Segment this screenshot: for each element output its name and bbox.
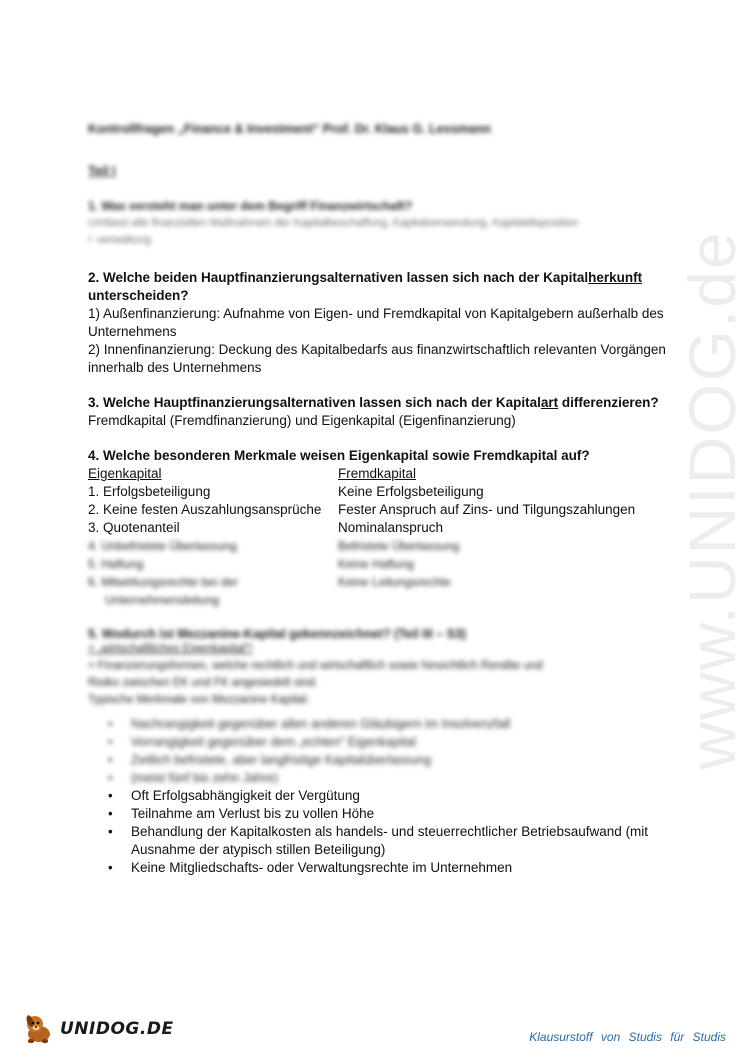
bullet-icon: • xyxy=(108,771,113,785)
table-cell-right: Keine Leitungsrechte xyxy=(338,575,451,589)
question-5-line-1: = „wirtschaftliches Eigenkapital“! xyxy=(88,643,253,655)
question-1-answer-line1: Umfasst alle finanziellen Maßnahmen der Kapitalbeschaffung, Kapitalverwendung, Kapitaldisposition xyxy=(88,217,579,229)
table-row-blurred xyxy=(88,555,688,573)
bullet-icon: • xyxy=(108,788,113,803)
table-row-blurred xyxy=(88,591,688,609)
question-1 xyxy=(88,199,678,249)
table-header-row xyxy=(88,465,688,483)
footer-tagline: Klausurstoff von Studis für Studis xyxy=(529,1030,726,1044)
question-2-answer-2: 2) Innenfinanzierung: Deckung des Kapitalbedarfs aus finanzwirtschaftlich relevanten Vorgängen innerhalb des Unternehmens xyxy=(88,342,666,375)
watermark: www.UNIDOG.de xyxy=(675,230,749,770)
list-item: • Behandlung der Kapitalkosten als handels- und steuerrechtlicher Betriebsaufwand (mit Ausnahme der atypisch stillen Beteiligung) xyxy=(108,824,649,857)
part-heading: Teil I xyxy=(88,164,116,178)
question-4-heading: 4. Welche besonderen Merkmale weisen Eigenkapital sowie Fremdkapital auf? xyxy=(88,448,590,463)
question-5-line-2: = Finanzierungsformen, welche rechtlich und wirtschaftlich sowie hinsichtlich Rendite und xyxy=(88,660,543,672)
table-cell-left: Unternehmensleitung xyxy=(105,593,220,607)
question-3-answer: Fremdkapital (Fremdfinanzierung) und Eigenkapital (Eigenfinanzierung) xyxy=(88,413,516,428)
bullet-icon: • xyxy=(108,860,113,875)
list-item: • (meist fünf bis zehn Jahre) xyxy=(108,771,279,785)
list-item: • Keine Mitgliedschafts- oder Verwaltungsrechte im Unternehmen xyxy=(108,860,513,875)
table-cell-left: 3. Quotenanteil xyxy=(88,520,180,535)
bullet-icon: • xyxy=(108,735,113,749)
question-2-answer-1: 1) Außenfinanzierung: Aufnahme von Eigen- und Fremdkapital von Kapitalgebern außerhalb des Unternehmens xyxy=(88,306,664,339)
logo-text: UNIDOG.DE xyxy=(60,1019,174,1039)
table-row xyxy=(88,483,688,501)
table-row xyxy=(88,519,688,537)
list-item: • Zeitlich befristete, aber langfristige Kapitalüberlassung xyxy=(108,753,432,767)
question-5 xyxy=(88,627,678,709)
unidog-logo[interactable] xyxy=(22,1012,174,1046)
capital-comparison-table xyxy=(88,465,688,609)
list-item: • Vorrangigkeit gegenüber dem „echten“ Eigenkapital xyxy=(108,735,416,749)
table-cell-left: 4. Unbefristete Überlassung xyxy=(88,539,237,553)
column-header-fremdkapital: Fremdkapital xyxy=(338,466,417,481)
bullet-icon: • xyxy=(108,753,113,767)
table-cell-right: Befristete Überlassung xyxy=(338,539,460,553)
question-1-answer xyxy=(88,215,678,249)
table-row-blurred xyxy=(88,573,688,591)
question-3 xyxy=(88,394,678,430)
table-cell-right: Fester Anspruch auf Zins- und Tilgungszahlungen xyxy=(338,502,636,517)
mezzanine-features-list xyxy=(108,715,688,877)
table-cell-left: 5. Haftung xyxy=(88,557,144,571)
table-cell-left: 1. Erfolgsbeteiligung xyxy=(88,484,211,499)
question-5-line-4: Typische Merkmale von Mezzanine Kapital: xyxy=(88,694,310,706)
table-cell-left: 6. Mitwirkungsrechte bei der xyxy=(88,575,239,589)
dog-mascot-icon xyxy=(22,1012,56,1046)
table-cell-left: 2. Keine festen Auszahlungsansprüche xyxy=(88,502,322,517)
question-1-heading: 1. Was versteht man unter dem Begriff Finanzwirtschaft? xyxy=(88,199,413,213)
bullet-icon: • xyxy=(108,806,113,821)
list-item: • Teilnahme am Verlust bis zu vollen Höhe xyxy=(108,806,375,821)
bullet-icon: • xyxy=(108,717,113,731)
list-item: • Oft Erfolgsabhängigkeit der Vergütung xyxy=(108,788,360,803)
table-cell-right: Keine Erfolgsbeteiligung xyxy=(338,484,484,499)
bullet-icon: • xyxy=(108,824,113,839)
question-3-heading: 3. Welche Hauptfinanzierungsalternativen lassen sich nach der Kapitalart differenzieren? xyxy=(88,395,659,410)
list-item: • Nachrangigkeit gegenüber allen anderen Gläubigern im Insolvenzfall xyxy=(108,717,511,731)
question-5-line-3: Risiko zwischen EK und FK angesiedelt sind. xyxy=(88,677,319,689)
table-row-blurred xyxy=(88,537,688,555)
question-5-heading: 5. Wodurch ist Mezzanine-Kapital gekennzeichnet? (Teil III – S3) xyxy=(88,627,467,641)
question-1-answer-line2: / -verwaltung xyxy=(88,234,151,246)
question-2 xyxy=(88,269,678,377)
table-cell-right: Keine Haftung xyxy=(338,557,415,571)
table-cell-right: Nominalanspruch xyxy=(338,520,444,535)
column-header-eigenkapital: Eigenkapital xyxy=(88,466,162,481)
document-title: Kontrollfragen „Finance & Investment“ Prof. Dr. Klaus G. Lessmann xyxy=(88,122,491,136)
question-2-heading: 2. Welche beiden Hauptfinanzierungsalternativen lassen sich nach der Kapitalherkunft unterscheiden? xyxy=(88,270,643,303)
table-row xyxy=(88,501,688,519)
